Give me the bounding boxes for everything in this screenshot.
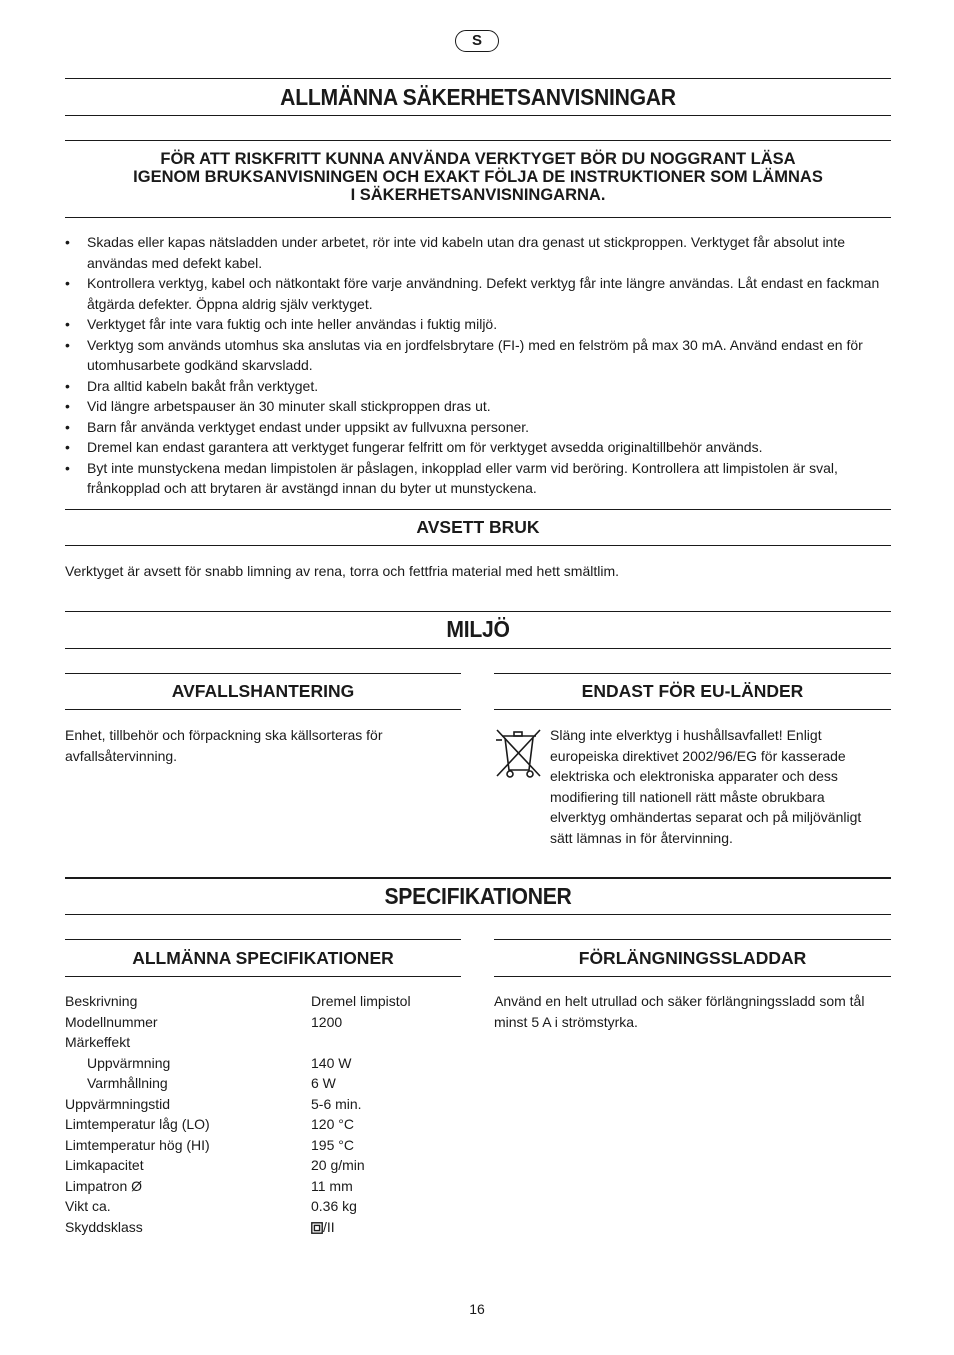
divider (65, 217, 891, 218)
section-title-environment: MILJÖ (446, 616, 510, 642)
text-line: Enhet, tillbehör och förpackning ska källsorteras för (65, 727, 383, 743)
subsection-title-waste: AVFALLSHANTERING (171, 681, 355, 701)
divider (65, 611, 891, 612)
spec-value: 20 g/min (311, 1157, 365, 1173)
page-number: 16 (469, 1301, 485, 1317)
table-row (65, 1053, 411, 1074)
divider (65, 709, 461, 710)
spec-table (65, 991, 411, 1237)
table-row (65, 1196, 411, 1217)
spec-value: 140 W (311, 1054, 352, 1071)
divider (65, 78, 891, 79)
list-item: • Barn får använda verktyget endast under uppsikt av fullvuxna personer. (65, 417, 891, 438)
text-line: europeiska direktivet 2002/96/EG för kasserade (550, 747, 846, 764)
spec-label: Limpatron Ø (65, 1177, 143, 1194)
spec-label: Limtemperatur hög (HI) (65, 1136, 210, 1153)
list-item: • Verktyg som används utomhus ska anslutas via en jordfelsbrytare (FI-) med en felström på max 30 mA. Använd endast en för utomhusarbete godkänd skarvsladd. (65, 335, 891, 376)
subsection-title-extension: FÖRLÄNGNINGSSLADDAR (578, 948, 807, 968)
spec-value: 1200 (311, 1013, 343, 1030)
subsection-title-eu: ENDAST FÖR EU-LÄNDER (581, 681, 804, 701)
list-item: • Verktyget får inte vara fuktig och inte heller användas i fuktig miljö. (65, 314, 891, 335)
text-line: elektriska och elektroniska apparater och dess (550, 768, 838, 784)
divider (65, 140, 891, 141)
spec-value: 5-6 min. (311, 1095, 362, 1112)
spec-value-protection-class (311, 1217, 411, 1238)
text-line: avfallsåtervinning. (65, 747, 178, 764)
divider (65, 545, 891, 546)
divider (65, 877, 891, 879)
usage-text: Verktyget är avsett för snabb limning av rena, torra och fettfria material med hett smältlim. (65, 563, 620, 579)
spec-label: Vikt ca. (65, 1198, 111, 1214)
list-item: • Dra alltid kabeln bakåt från verktyget. (65, 376, 891, 397)
section-title-specs: SPECIFIKATIONER (384, 883, 572, 909)
spec-label: Beskrivning (65, 993, 138, 1009)
spec-label: Märkeffekt (65, 1034, 131, 1050)
spec-label: Uppvärmningstid (65, 1095, 171, 1112)
spec-label: Modellnummer (65, 1013, 158, 1030)
divider (65, 976, 461, 977)
table-row (65, 1114, 411, 1135)
divider (494, 976, 891, 977)
divider (65, 115, 891, 116)
text-line: Använd en helt utrullad och säker förlängningssladd som tål (494, 993, 865, 1009)
extension-text (494, 991, 891, 1032)
divider (65, 509, 891, 510)
spec-label: Limtemperatur låg (LO) (65, 1116, 210, 1132)
language-badge: S (455, 30, 499, 52)
text-line: elverktyg omhändertas separat och på miljövänligt (550, 809, 862, 825)
waste-text (65, 725, 461, 766)
safety-bullet-list (65, 232, 891, 499)
spec-label: Skyddsklass (65, 1218, 143, 1235)
text-line: minst 5 A i strömstyrka. (494, 1013, 638, 1030)
spec-label: Limkapacitet (65, 1157, 144, 1173)
eu-text (550, 725, 891, 848)
table-row (65, 1073, 411, 1094)
divider (65, 914, 891, 915)
divider (65, 673, 461, 674)
subsection-title-general-specs: ALLMÄNNA SPECIFIKATIONER (132, 948, 394, 968)
table-row (65, 1135, 411, 1156)
section-title-safety: ALLMÄNNA SÄKERHETSANVISNINGAR (280, 84, 676, 110)
text-line: sätt lämnas in för återvinning. (550, 829, 733, 846)
divider (65, 648, 891, 649)
spec-label: Uppvärmning (87, 1054, 171, 1071)
table-row (65, 1032, 411, 1053)
divider (65, 939, 461, 940)
divider (494, 939, 891, 940)
table-row (65, 1094, 411, 1115)
list-item: • Byt inte munstyckena medan limpistolen är påslagen, inkopplad eller varm vid beröring. Kontrollera att limpistolen är sval, frånkopplad och att brytaren är avstängd innan du byter ut munstyckena. (65, 458, 891, 499)
spec-value: Dremel limpistol (311, 993, 411, 1009)
spec-value: /II (323, 1218, 335, 1235)
table-row (65, 1176, 411, 1197)
section-title-usage: AVSETT BRUK (416, 517, 540, 537)
text-line: Släng inte elverktyg i hushållsavfallet! Enligt (550, 727, 822, 743)
spec-label: Varmhållning (87, 1075, 168, 1091)
spec-value: 195 °C (311, 1136, 354, 1153)
list-item: • Skadas eller kapas nätsladden under arbetet, rör inte vid kabeln utan dra genast ut stickproppen. Verktyget får absolut inte användas med defekt kabel. (65, 232, 891, 273)
list-item: • Vid längre arbetspauser än 30 minuter skall stickproppen dras ut. (65, 396, 891, 417)
list-item: • Dremel kan endast garantera att verktyget fungerar felfritt om för verktyget avsedda originaltillbehör används. (65, 437, 891, 458)
safety-intro (65, 150, 891, 204)
list-item: • Kontrollera verktyg, kabel och nätkontakt före varje användning. Defekt verktyg får inte längre användas. Låt endast en fackman åtgärda defekter. Öppna aldrig själv verktyget. (65, 273, 891, 314)
table-row (65, 991, 411, 1012)
crossed-out-wheelie-bin-icon (494, 728, 542, 782)
spec-value (311, 1032, 411, 1053)
safety-intro-line: FÖR ATT RISKFRITT KUNNA ANVÄNDA VERKTYGET BÖR DU NOGGRANT LÄSA (160, 150, 796, 168)
text-line: modifiering till nationell rätt måste obrukbara (550, 788, 825, 805)
divider (494, 673, 891, 674)
spec-value: 120 °C (311, 1116, 354, 1132)
divider (494, 709, 891, 710)
safety-intro-line: I SÄKERHETSANVISNINGARNA. (350, 186, 606, 204)
table-row (65, 1155, 411, 1176)
double-insulation-icon (311, 1222, 323, 1234)
spec-value: 0.36 kg (311, 1198, 357, 1214)
spec-value: 6 W (311, 1075, 336, 1091)
table-row (65, 1217, 411, 1238)
safety-intro-line: IGENOM BRUKSANVISNINGEN OCH EXAKT FÖLJA DE INSTRUKTIONER SOM LÄMNAS (133, 168, 823, 186)
table-row (65, 1012, 411, 1033)
spec-value: 11 mm (311, 1177, 353, 1194)
